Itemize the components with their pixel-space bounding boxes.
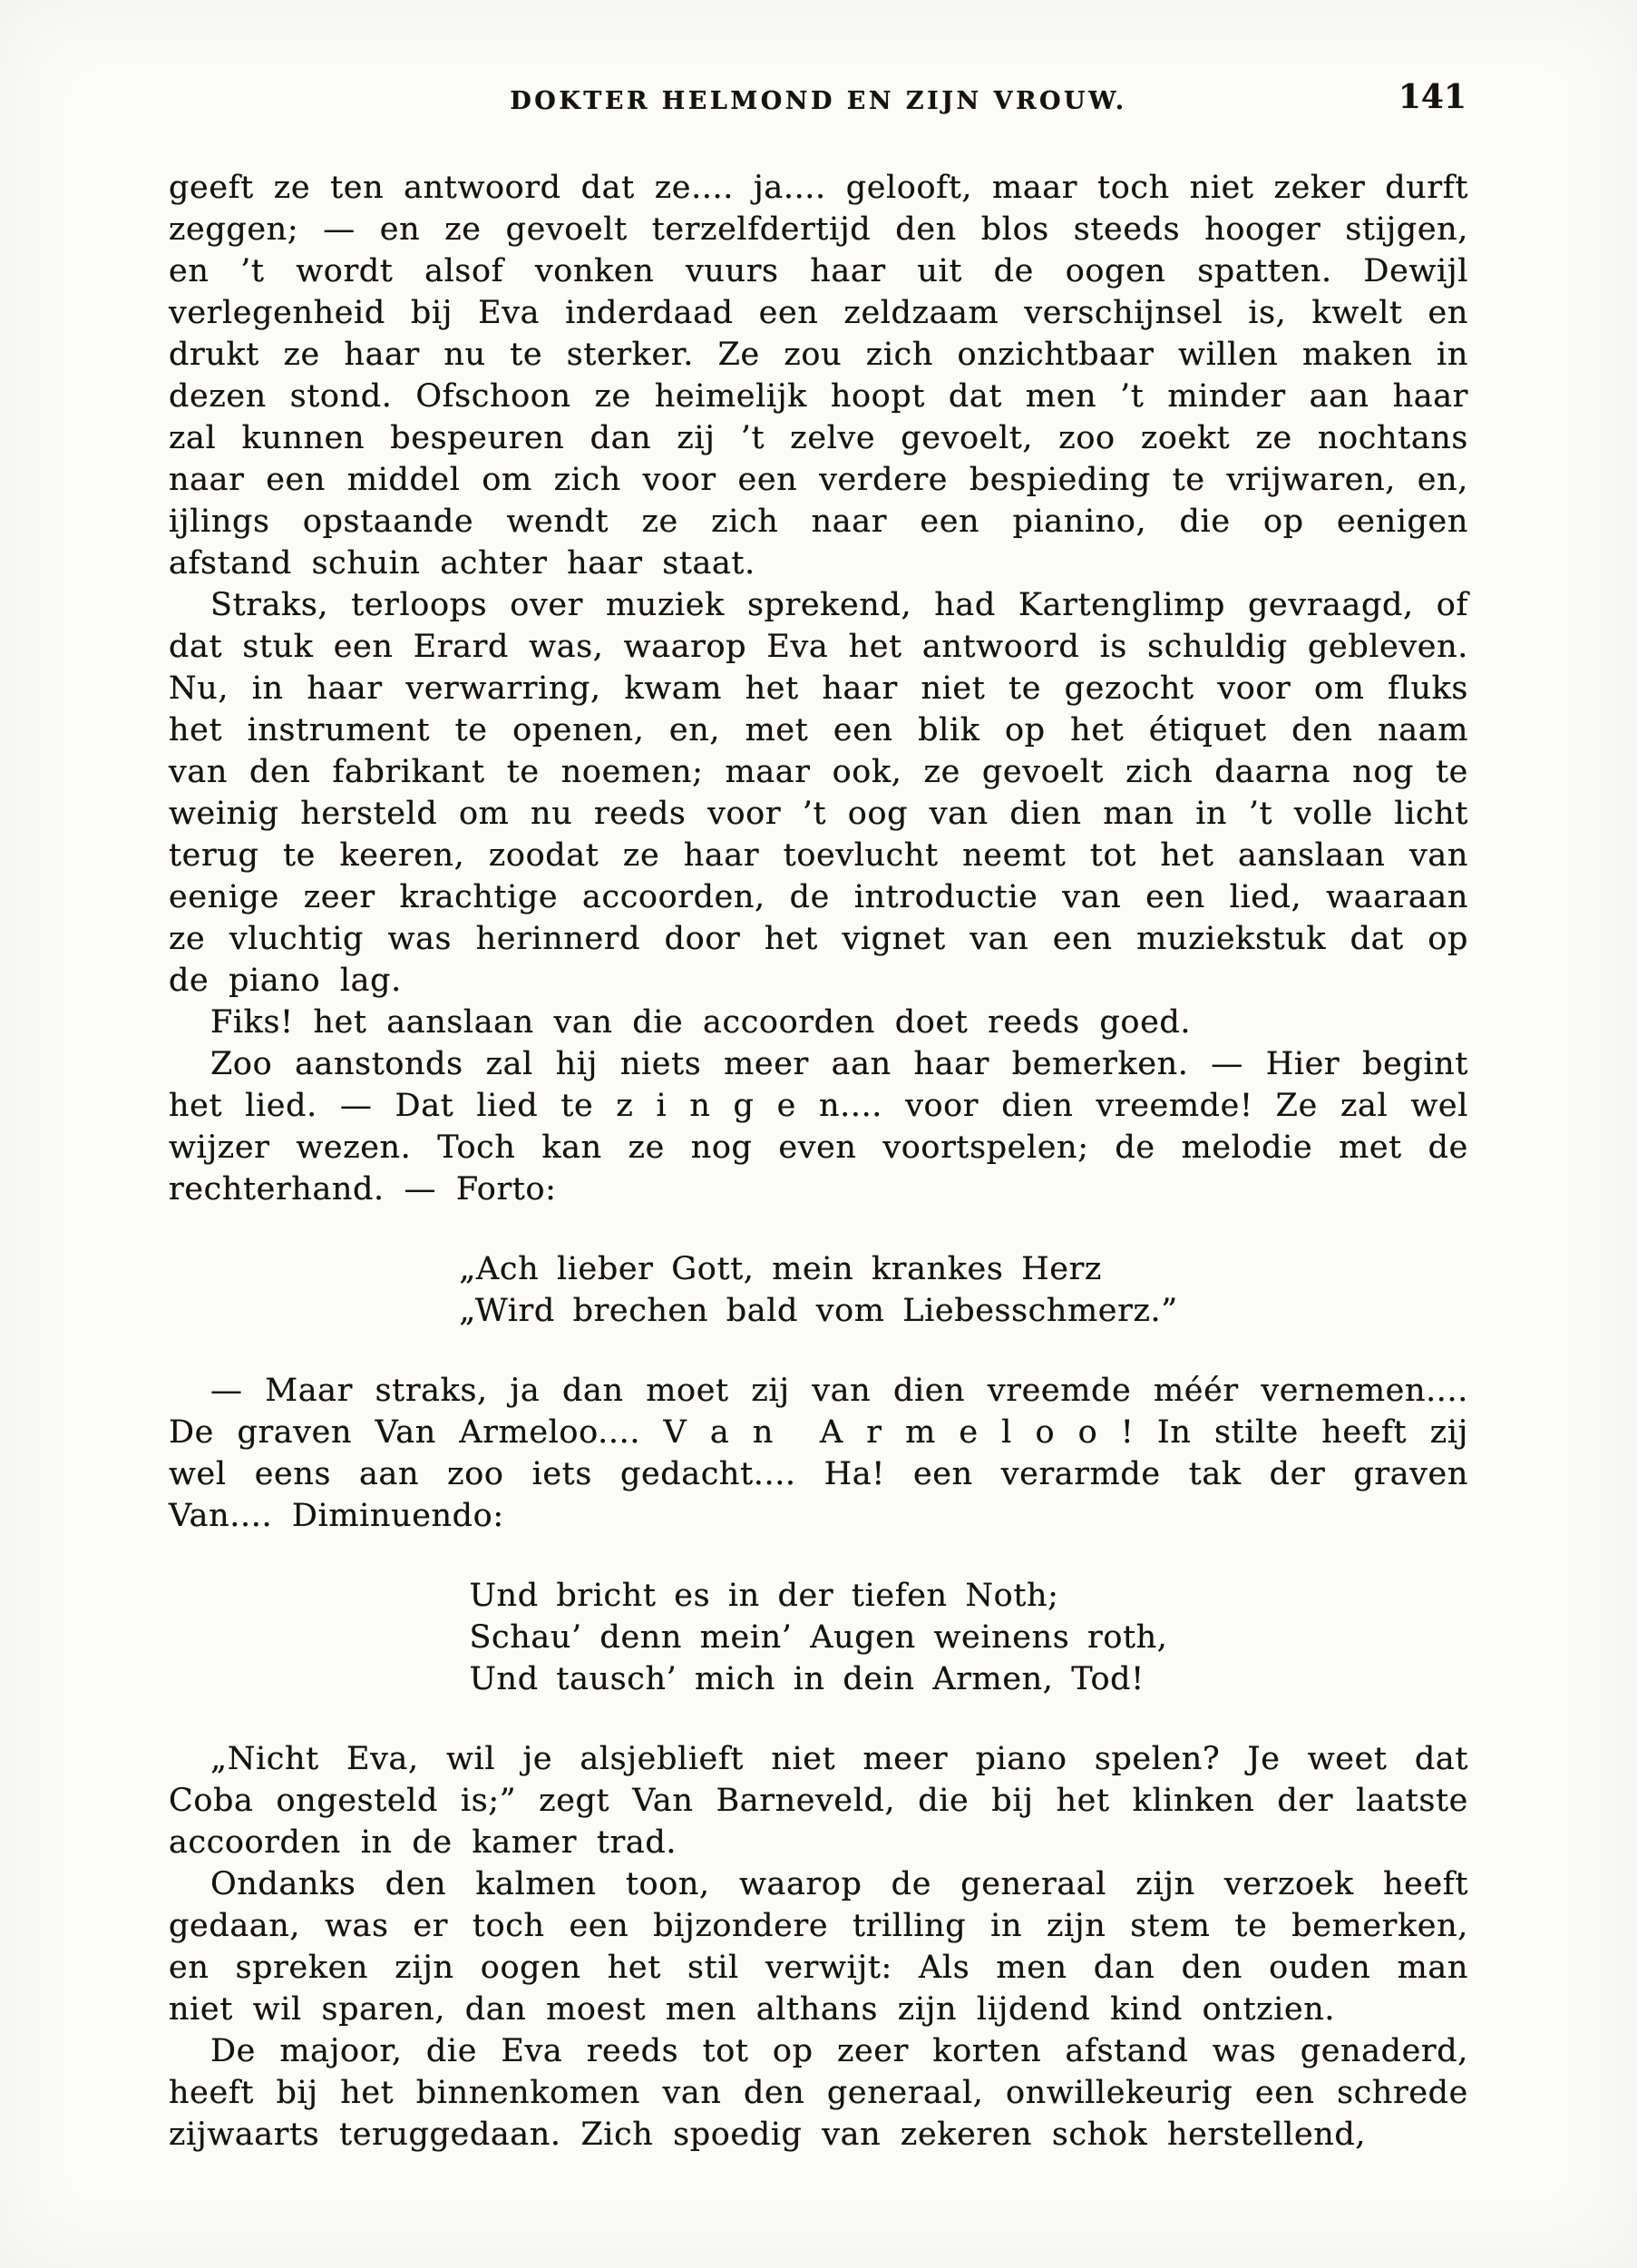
- verse-block-2: [469, 1575, 1167, 1700]
- paragraph-7: Ondanks den kalmen toon, waarop de generaal zijn verzoek heeft gedaan, was er toch een bijzondere trilling in zijn stem te bemerken, en spreken zijn oogen het stil verwijt: Als men dan den ouden man niet wil sparen, dan moest men althans zijn lijdend kind ontzien.: [169, 1866, 1468, 2028]
- verse-block-1: [459, 1248, 1177, 1332]
- page-text: [169, 167, 1468, 2156]
- paragraph-4: Zoo aanstonds zal hij niets meer aan haar bemerken. — Hier begint het lied. — Dat lied te z i n g e n.... voor dien vreemde! Ze zal wel wijzer wezen. Toch kan ze nog even voortspelen; de melodie met de rechterhand. — Forto:: [169, 1046, 1468, 1207]
- paragraph-6: „Nicht Eva, wil je alsjeblieft niet meer piano spelen? Je weet dat Coba ongesteld is;” zegt Van Barneveld, die bij het klinken der laatste accoorden in de kamer trad.: [169, 1741, 1468, 1861]
- verse-line: „Wird brechen bald vom Liebesschmerz.”: [459, 1293, 1178, 1329]
- paragraph-3: Fiks! het aanslaan van die accoorden doet reeds goed.: [210, 1004, 1192, 1041]
- verse-line: Und tausch’ mich in dein Armen, Tod!: [469, 1661, 1145, 1697]
- paragraph-8: De majoor, die Eva reeds tot op zeer korten afstand was genaderd, heeft bij het binnenkomen van den generaal, onwillekeurig een schrede zijwaarts teruggedaan. Zich spoedig van zekeren schok herstellend,: [169, 2033, 1468, 2153]
- paragraph-2: Straks, terloops over muziek sprekend, had Kartenglimp gevraagd, of dat stuk een Erard was, waarop Eva het antwoord is schuldig gebleven. Nu, in haar verwarring, kwam het haar niet te gezocht voor om fluks het instrument te openen, en, met een blik op het étiquet den naam van den fabrikant te noemen; maar ook, ze gevoelt zich daarna nog te weinig hersteld om nu reeds voor ’t oog van dien man in ’t volle licht terug te keeren, zoodat ze haar toevlucht neemt tot het aanslaan van eenige zeer krachtige accoorden, de introductie van een lied, waaraan ze vluchtig was herinnerd door het vignet van een muziekstuk dat op de piano lag.: [169, 587, 1468, 999]
- verse-line: „Ach lieber Gott, mein krankes Herz: [459, 1251, 1102, 1287]
- page-number: 141: [1398, 78, 1466, 116]
- paragraph-1: geeft ze ten antwoord dat ze.... ja.... gelooft, maar toch niet zeker durft zeggen; — en ze gevoelt terzelfdertijd den blos steeds hooger stijgen, en ’t wordt alsof vonken vuurs haar uit de oogen spatten. Dewijl verlegenheid bij Eva inderdaad een zeldzaam verschijnsel is, kwelt en drukt ze haar nu te sterker. Ze zou zich onzichtbaar willen maken in dezen stond. Ofschoon ze heimelijk hoopt dat men ’t minder aan haar zal kunnen bespeuren dan zij ’t zelve gevoelt, zoo zoekt ze nochtans naar een middel om zich voor een verdere bespieding te vrijwaren, en, ijlings opstaande wendt ze zich naar een pianino, die op eenigen afstand schuin achter haar staat.: [169, 170, 1468, 582]
- verse-line: Schau’ denn mein’ Augen weinens roth,: [469, 1619, 1168, 1656]
- running-title: DOKTER HELMOND EN ZIJN VROUW.: [510, 87, 1127, 115]
- page-header: [169, 78, 1468, 125]
- verse-line: Und bricht es in der tiefen Noth;: [469, 1578, 1059, 1614]
- paragraph-5: — Maar straks, ja dan moet zij van dien vreemde méér vernemen.... De graven Van Armeloo.... V a n A r m e l o o ! In stilte heeft zij wel eens aan zoo iets gedacht.... Ha! een verarmde tak der graven Van.... Diminuendo:: [169, 1373, 1468, 1534]
